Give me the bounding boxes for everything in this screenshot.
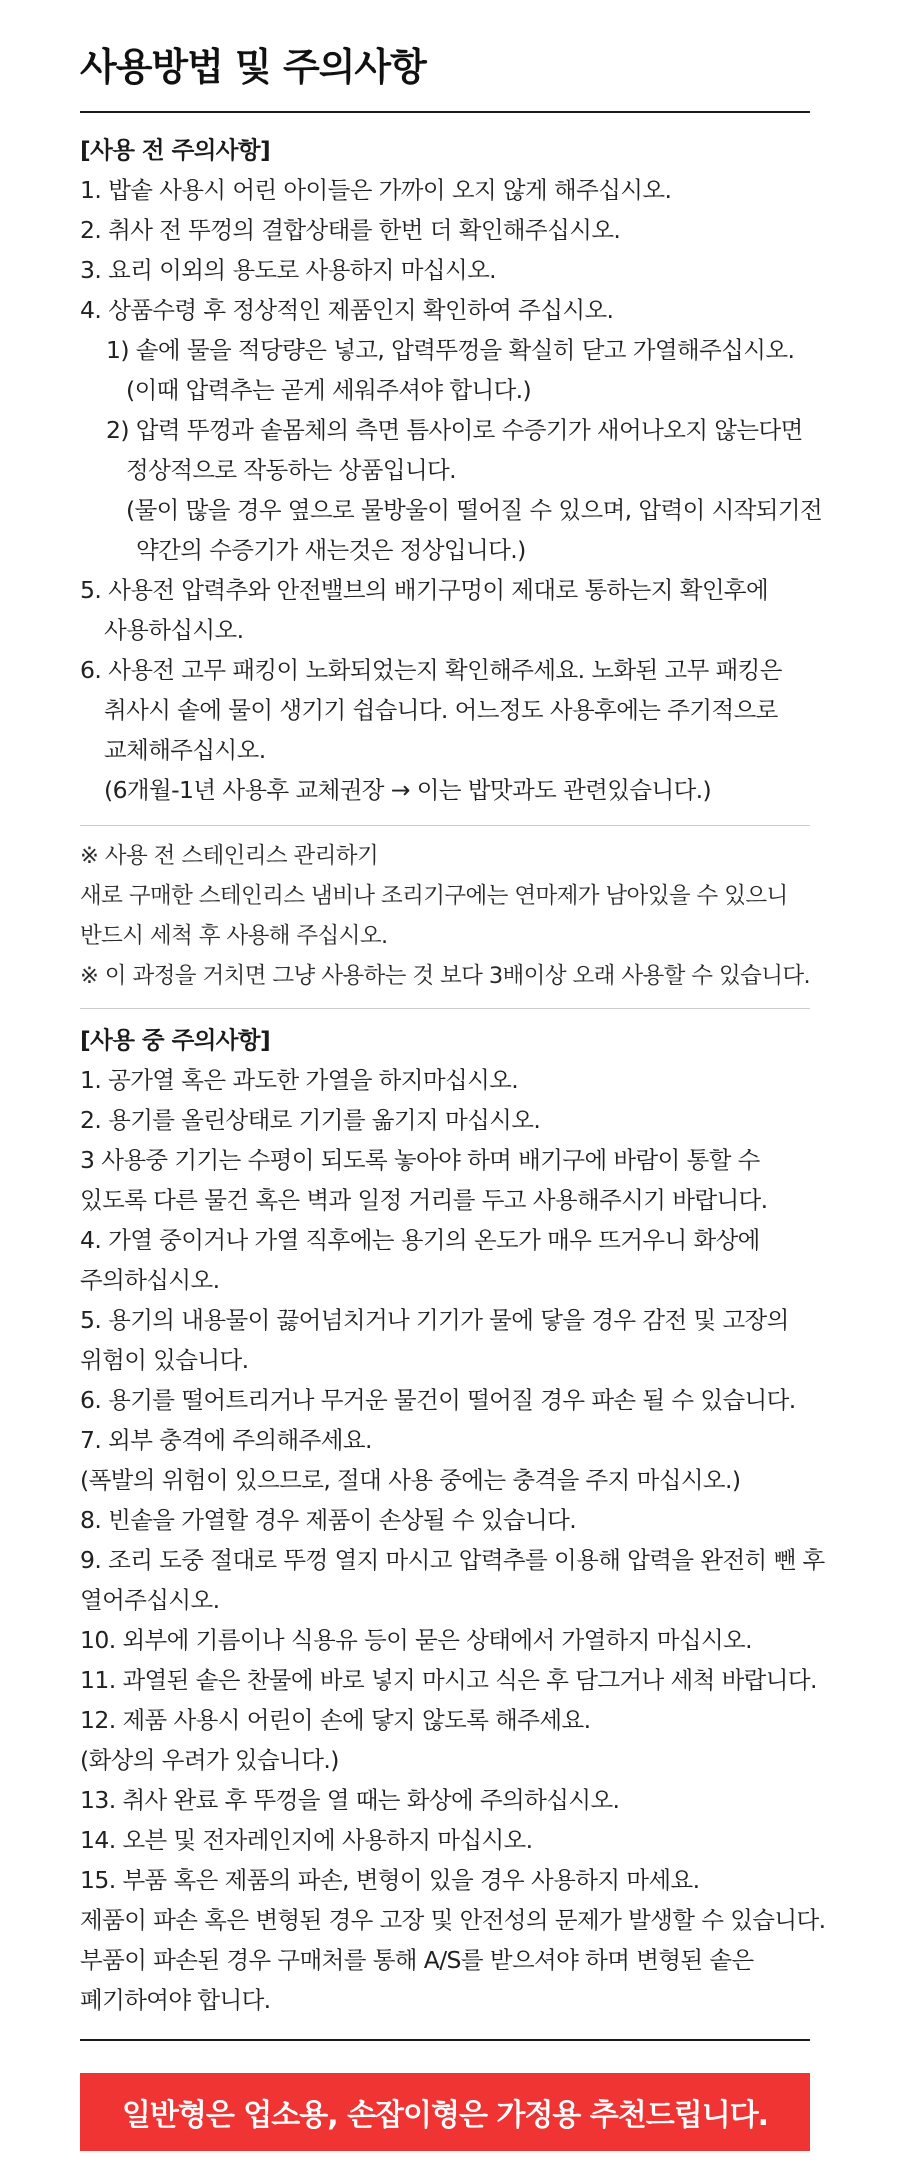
before-use-sub-2: 2) 압력 뚜껑과 솥몸체의 측면 틈사이로 수증기가 새어나오지 않는다면: [106, 416, 803, 444]
during-use-line-22: 제품이 파손 혹은 변형된 경우 고장 및 안전성의 문제가 발생할 수 있습니다.: [80, 1906, 826, 1934]
before-use-item-5-cont: 사용하십시오.: [104, 616, 244, 644]
during-use-line-19: 13. 취사 완료 후 뚜껑을 열 때는 화상에 주의하십시오.: [80, 1786, 620, 1814]
stainless-note-section: [80, 836, 870, 996]
during-use-line-6: 주의하십시오.: [80, 1266, 220, 1294]
recommendation-text: 일반형은 업소용, 손잡이형은 가정용 추천드립니다.: [121, 2098, 769, 2133]
before-use-item-6-note: (6개월-1년 사용후 교체권장 → 이는 밥맛과도 관련있습니다.): [104, 776, 712, 804]
before-use-heading: [사용 전 주의사항]: [80, 136, 271, 164]
during-use-line-2: 2. 용기를 올린상태로 기기를 옮기지 마십시오.: [80, 1106, 541, 1134]
during-use-heading: [사용 중 주의사항]: [80, 1026, 271, 1054]
during-use-line-11: (폭발의 위험이 있으므로, 절대 사용 중에는 충격을 주지 마십시오.): [80, 1466, 741, 1494]
during-use-line-17: 12. 제품 사용시 어린이 손에 닿지 않도록 해주세요.: [80, 1706, 591, 1734]
before-use-sub-2-note: (물이 많을 경우 옆으로 물방울이 떨어질 수 있으며, 압력이 시작되기전: [126, 496, 823, 524]
during-use-line-23: 부품이 파손된 경우 구매처를 통해 A/S를 받으셔야 하며 변형된 솥은: [80, 1946, 754, 1974]
page-title: 사용방법 및 주의사항: [80, 45, 426, 89]
before-use-item-6-cont-1: 취사시 솥에 물이 생기기 쉽습니다. 어느정도 사용후에는 주기적으로: [104, 696, 778, 724]
before-use-sub-2-cont: 정상적으로 작동하는 상품입니다.: [126, 456, 457, 484]
stainless-note-line-1: 새로 구매한 스테인리스 냄비나 조리기구에는 연마제가 남아있을 수 있으니: [80, 883, 788, 909]
during-use-section: [80, 1020, 870, 2020]
during-use-line-12: 8. 빈솥을 가열할 경우 제품이 손상될 수 있습니다.: [80, 1506, 577, 1534]
section-divider-1: [80, 825, 810, 826]
during-use-line-8: 위험이 있습니다.: [80, 1346, 249, 1374]
title-divider: [80, 111, 810, 113]
during-use-line-14: 열어주십시오.: [80, 1586, 220, 1614]
before-use-item-4: 4. 상품수령 후 정상적인 제품인지 확인하여 주십시오.: [80, 296, 614, 324]
during-use-line-15: 10. 외부에 기름이나 식용유 등이 묻은 상태에서 가열하지 마십시오.: [80, 1626, 753, 1654]
before-use-item-2: 2. 취사 전 뚜껑의 결합상태를 한번 더 확인해주십시오.: [80, 216, 621, 244]
during-use-line-1: 1. 공가열 혹은 과도한 가열을 하지마십시오.: [80, 1066, 519, 1094]
before-use-sub-2-note-cont: 약간의 수증기가 새는것은 정상입니다.): [136, 536, 526, 564]
before-use-item-6-cont-2: 교체해주십시오.: [104, 736, 266, 764]
before-use-section: [80, 130, 870, 810]
bottom-divider: [80, 2039, 810, 2041]
before-use-item-1: 1. 밥솥 사용시 어린 아이들은 가까이 오지 않게 해주십시오.: [80, 176, 672, 204]
before-use-sub-1-note: (이때 압력추는 곧게 세워주셔야 합니다.): [126, 376, 532, 404]
during-use-line-21: 15. 부품 혹은 제품의 파손, 변형이 있을 경우 사용하지 마세요.: [80, 1866, 700, 1894]
before-use-item-6: 6. 사용전 고무 패킹이 노화되었는지 확인해주세요. 노화된 고무 패킹은: [80, 656, 782, 684]
during-use-line-5: 4. 가열 중이거나 가열 직후에는 용기의 온도가 매우 뜨거우니 화상에: [80, 1226, 760, 1254]
during-use-line-16: 11. 과열된 솥은 찬물에 바로 넣지 마시고 식은 후 담그거나 세척 바랍니다.: [80, 1666, 817, 1694]
during-use-line-9: 6. 용기를 떨어트리거나 무거운 물건이 떨어질 경우 파손 될 수 있습니다.: [80, 1386, 796, 1414]
during-use-line-24: 폐기하여야 합니다.: [80, 1986, 271, 2014]
during-use-line-20: 14. 오븐 및 전자레인지에 사용하지 마십시오.: [80, 1826, 533, 1854]
section-divider-2: [80, 1008, 810, 1009]
before-use-item-3: 3. 요리 이외의 용도로 사용하지 마십시오.: [80, 256, 497, 284]
during-use-line-10: 7. 외부 충격에 주의해주세요.: [80, 1426, 372, 1454]
before-use-item-5: 5. 사용전 압력추와 안전밸브의 배기구멍이 제대로 통하는지 확인후에: [80, 576, 769, 604]
recommendation-banner: [80, 2073, 810, 2151]
during-use-line-18: (화상의 우려가 있습니다.): [80, 1746, 339, 1774]
during-use-line-3: 3 사용중 기기는 수평이 되도록 놓아야 하며 배기구에 바람이 통할 수: [80, 1146, 760, 1174]
stainless-note-line-2: 반드시 세척 후 사용해 주십시오.: [80, 923, 388, 949]
stainless-note-heading: ※ 사용 전 스테인리스 관리하기: [80, 843, 379, 869]
during-use-line-4: 있도록 다른 물건 혹은 벽과 일정 거리를 두고 사용해주시기 바랍니다.: [80, 1186, 768, 1214]
during-use-line-7: 5. 용기의 내용물이 끓어넘치거나 기기가 물에 닿을 경우 감전 및 고장의: [80, 1306, 789, 1334]
stainless-note-line-3: ※ 이 과정을 거치면 그냥 사용하는 것 보다 3배이상 오래 사용할 수 있습니다.: [80, 963, 811, 989]
before-use-sub-1: 1) 솥에 물을 적당량은 넣고, 압력뚜껑을 확실히 닫고 가열해주십시오.: [106, 336, 795, 364]
during-use-line-13: 9. 조리 도중 절대로 뚜껑 열지 마시고 압력추를 이용해 압력을 완전히 뺀 후: [80, 1546, 825, 1574]
